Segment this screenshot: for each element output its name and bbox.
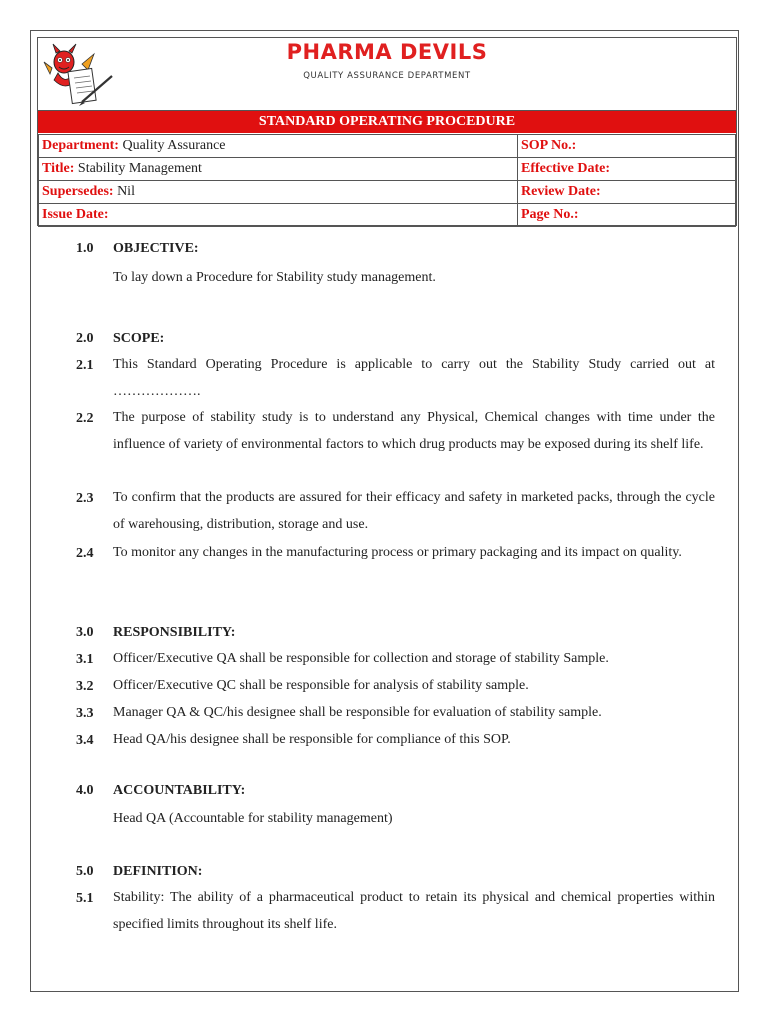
definition-item: Stability: The ability of a pharmaceutical product to retain its physical and chemical properties within specified limits throughout its shelf life. bbox=[113, 890, 715, 932]
info-row bbox=[39, 181, 736, 204]
scope-item: This Standard Operating Procedure is applicable to carry out the Stability Study carried out at ………………. bbox=[113, 357, 715, 399]
responsibility-item: Manager QA & QC/his designee shall be responsible for evaluation of stability sample. bbox=[113, 705, 602, 720]
sop-title-bar: STANDARD OPERATING PROCEDURE bbox=[38, 111, 736, 133]
sop-no-label: SOP No.: bbox=[521, 138, 577, 153]
info-row bbox=[39, 158, 736, 181]
page-no-label: Page No.: bbox=[521, 207, 579, 222]
section-heading-responsibility: RESPONSIBILITY: bbox=[113, 625, 236, 640]
section-heading-scope: SCOPE: bbox=[113, 331, 165, 346]
effective-date-label: Effective Date: bbox=[521, 161, 611, 176]
issue-date-label: Issue Date: bbox=[42, 207, 109, 222]
accountability-text: Head QA (Accountable for stability management) bbox=[113, 811, 393, 826]
scope-item: To confirm that the products are assured for their efficacy and safety in marketed packs, through the cycle of warehousing, distribution, storage and use. bbox=[113, 490, 715, 532]
scope-item: To monitor any changes in the manufacturing process or primary packaging and its impact on quality. bbox=[113, 545, 682, 560]
sop-header bbox=[37, 37, 737, 226]
sop-no-cell bbox=[518, 135, 736, 158]
effective-date-cell bbox=[518, 158, 736, 181]
page-no-cell bbox=[518, 204, 736, 227]
responsibility-item: Head QA/his designee shall be responsible for compliance of this SOP. bbox=[113, 732, 511, 747]
section-heading-accountability: ACCOUNTABILITY: bbox=[113, 783, 246, 798]
info-row bbox=[39, 135, 736, 158]
item-number: 5.1 bbox=[76, 891, 94, 906]
responsibility-item: Officer/Executive QA shall be responsible for collection and storage of stability Sample. bbox=[113, 651, 609, 666]
section-number: 3.0 bbox=[76, 625, 94, 640]
issue-date-cell bbox=[39, 204, 518, 227]
review-date-label: Review Date: bbox=[521, 184, 601, 199]
section-number: 4.0 bbox=[76, 783, 94, 798]
title-cell bbox=[39, 158, 518, 181]
department-value: Quality Assurance bbox=[118, 138, 226, 153]
supersedes-label: Supersedes: bbox=[42, 184, 114, 199]
section-number: 5.0 bbox=[76, 864, 94, 879]
item-number: 2.3 bbox=[76, 491, 94, 506]
brand-name: PHARMA DEVILS bbox=[286, 40, 488, 64]
objective-text: To lay down a Procedure for Stability study management. bbox=[113, 270, 436, 285]
responsibility-item: Officer/Executive QC shall be responsible for analysis of stability sample. bbox=[113, 678, 529, 693]
department-cell bbox=[39, 135, 518, 158]
supersedes-cell bbox=[39, 181, 518, 204]
title-value: Stability Management bbox=[74, 161, 202, 176]
logo-area bbox=[38, 38, 736, 111]
item-number: 3.3 bbox=[76, 706, 94, 721]
title-label: Title: bbox=[42, 161, 75, 176]
section-number: 1.0 bbox=[76, 241, 94, 256]
review-date-cell bbox=[518, 181, 736, 204]
scope-item: The purpose of stability study is to understand any Physical, Chemical changes with time under the influence of variety of environmental factors to which drug products may be exposed during its shelf life. bbox=[113, 410, 715, 452]
section-heading-objective: OBJECTIVE: bbox=[113, 241, 199, 256]
info-row bbox=[39, 204, 736, 227]
sop-info-table bbox=[38, 134, 736, 227]
department-label: Department: bbox=[42, 138, 119, 153]
item-number: 3.2 bbox=[76, 679, 94, 694]
brand-department: QUALITY ASSURANCE DEPARTMENT bbox=[303, 71, 471, 81]
item-number: 3.1 bbox=[76, 652, 94, 667]
section-heading-definition: DEFINITION: bbox=[113, 864, 203, 879]
item-number: 2.2 bbox=[76, 411, 94, 426]
supersedes-value: Nil bbox=[113, 184, 135, 199]
item-number: 3.4 bbox=[76, 733, 94, 748]
item-number: 2.1 bbox=[76, 358, 94, 373]
item-number: 2.4 bbox=[76, 546, 94, 561]
section-number: 2.0 bbox=[76, 331, 94, 346]
